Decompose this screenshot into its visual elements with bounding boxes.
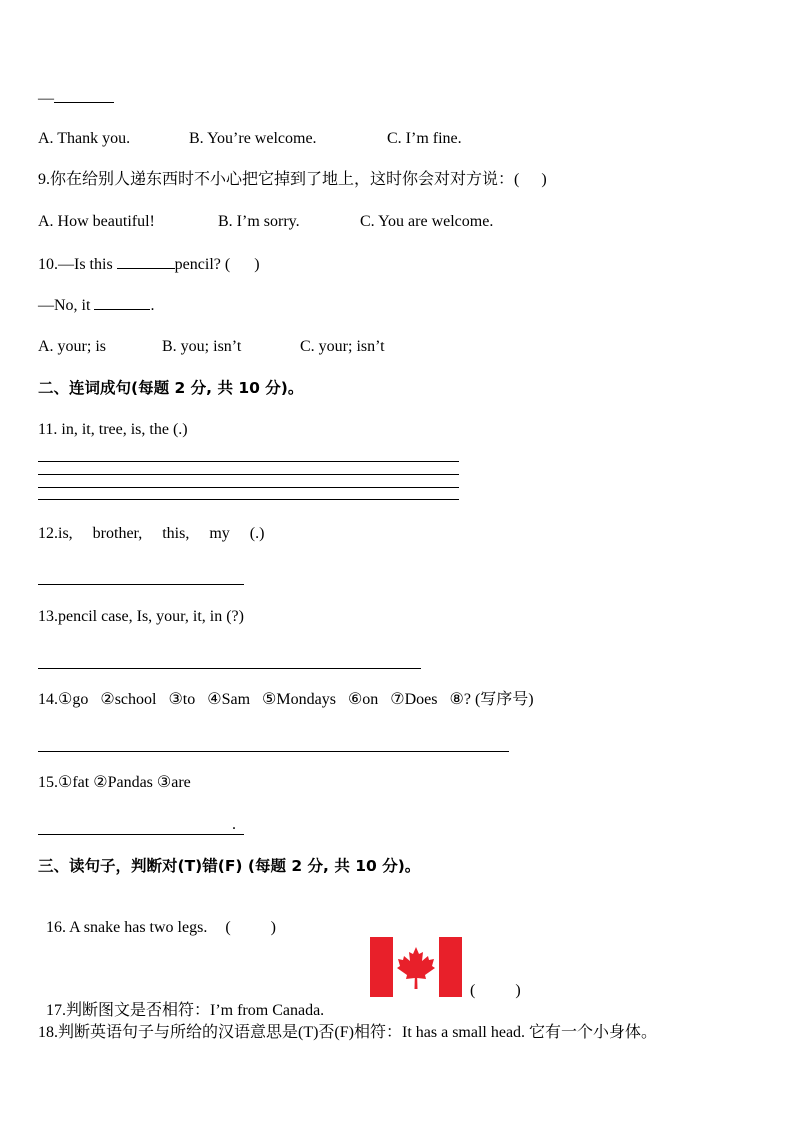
q13-answer-line[interactable] — [38, 668, 421, 669]
q10-answer-line — [38, 295, 154, 316]
q8-answer-blank[interactable] — [54, 88, 114, 103]
q9-options — [38, 212, 493, 232]
q12-prompt: 12.is, brother, this, my (.) — [38, 525, 265, 542]
q8-dash: — — [38, 90, 54, 107]
q10-suffix: pencil? ( — [174, 256, 231, 273]
q9-option-c[interactable]: C. You are welcome. — [360, 213, 494, 230]
q16-answer-paren[interactable]: ( ) — [225, 919, 276, 936]
q10-answer-prefix: —No, it — [38, 297, 95, 314]
q18-question: 18.判断英语句子与所给的汉语意思是(T)否(F)相符：It has a small head. 它有一个小身体。 — [38, 1024, 658, 1041]
q14-answer-line[interactable] — [38, 751, 509, 752]
canada-flag-image — [370, 937, 462, 997]
q10-answer-suffix: . — [150, 297, 155, 314]
q16-text: 16. A snake has two legs. — [46, 919, 208, 936]
q10-option-c[interactable]: C. your; isn’t — [300, 338, 385, 355]
q13-prompt: 13.pencil case, Is, your, it, in (?) — [38, 608, 244, 625]
q10-blank-2[interactable] — [94, 295, 150, 310]
q11-writing-line-2[interactable] — [38, 474, 459, 475]
q11-writing-line-4[interactable] — [38, 499, 459, 500]
q10-prefix: 10.—Is this — [38, 256, 117, 273]
q8-options — [38, 129, 462, 149]
q15-end-mark: . — [232, 816, 236, 833]
q10-option-a[interactable]: A. your; is — [38, 338, 106, 355]
flag-left-band — [370, 937, 393, 997]
q8-answer-line — [38, 88, 114, 109]
q10-option-b[interactable]: B. you; isn’t — [162, 338, 242, 355]
q9-question — [38, 170, 547, 190]
section-3-title: 三、读句子，判断对(T)错(F) (每题 2 分, 共 10 分)。 — [38, 857, 421, 875]
q8-option-c[interactable]: C. I’m fine. — [387, 130, 462, 147]
q12-answer-line[interactable] — [38, 584, 244, 585]
q11-writing-line-3[interactable] — [38, 487, 459, 488]
q17-answer-paren[interactable]: ( ) — [470, 982, 521, 999]
q9-option-b[interactable]: B. I’m sorry. — [218, 213, 300, 230]
q10-question — [38, 254, 260, 275]
q11-prompt: 11. in, it, tree, is, the (.) — [38, 421, 188, 438]
q9-text: 9.你在给别人递东西时不小心把它掉到了地上，这时你会对对方说：( — [38, 171, 520, 188]
q15-answer-line[interactable] — [38, 834, 244, 835]
q14-prompt: 14.①go ②school ③to ④Sam ⑤Mondays ⑥on ⑦Does ⑧? (写序号) — [38, 691, 534, 708]
section-2-title: 二、连词成句(每题 2 分, 共 10 分)。 — [38, 379, 304, 397]
q11-writing-line-1[interactable] — [38, 461, 459, 462]
q8-option-b[interactable]: B. You’re welcome. — [189, 130, 317, 147]
q17-text: 17.判断图文是否相符：I’m from Canada. — [46, 1002, 325, 1019]
q10-paren-close: ) — [254, 256, 260, 273]
q17-question — [38, 981, 324, 1021]
q10-blank-1[interactable] — [117, 254, 175, 269]
q9-option-a[interactable]: A. How beautiful! — [38, 213, 155, 230]
q15-prompt: 15.①fat ②Pandas ③are — [38, 774, 191, 791]
q8-option-a[interactable]: A. Thank you. — [38, 130, 131, 147]
flag-right-band — [439, 937, 462, 997]
q16-question — [38, 898, 276, 938]
q10-options — [38, 337, 385, 357]
q9-paren-close: ) — [541, 171, 547, 188]
